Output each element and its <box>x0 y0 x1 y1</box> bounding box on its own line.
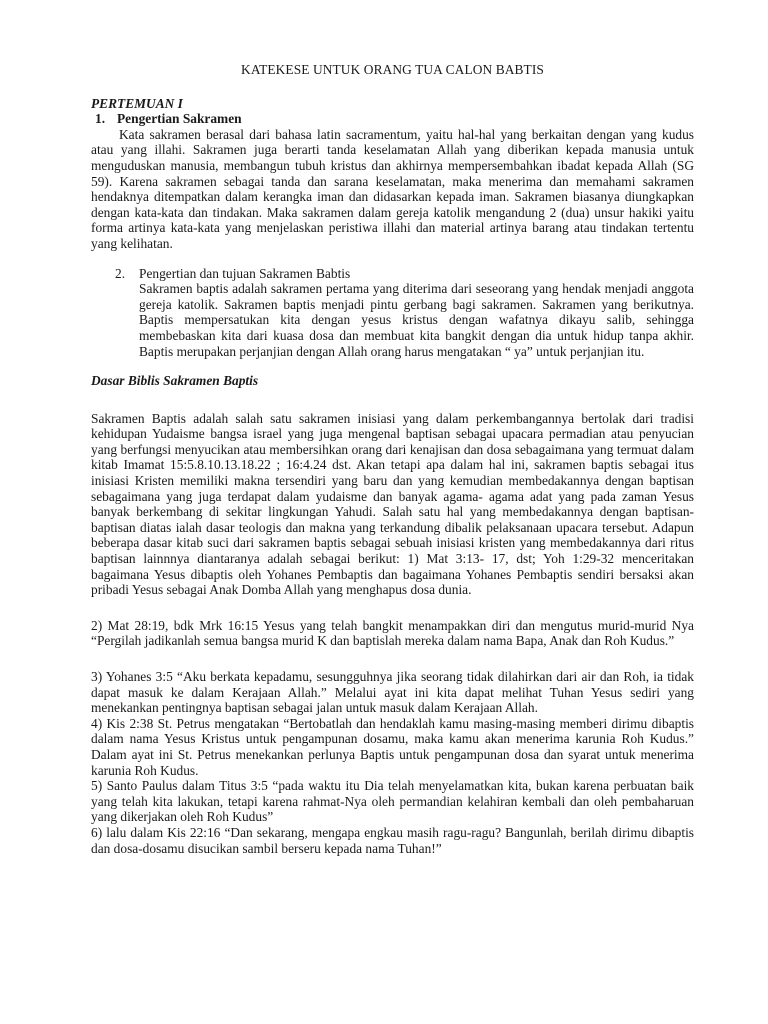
biblical-item-3: 3) Yohanes 3:5 “Aku berkata kepadamu, sesungguhnya jika seorang tidak dilahirkan dari air dan Roh, ia tidak dapat masuk ke dalam Kerajaan Allah.” Melalui ayat ini kita dapat melihat Tuhan Yesus sediri yang menekankan pentingnya baptisan sebagai jalan untuk masuk dalam Kerajaan Allah. <box>91 669 694 716</box>
section-1-number: 1. <box>95 111 106 127</box>
section-2-title: Pengertian dan tujuan Sakramen Babtis <box>139 265 351 281</box>
biblical-item-4: 4) Kis 2:38 St. Petrus mengatakan “Bertobatlah dan hendaklah kamu masing-masing memberi dirimu dibaptis dalam nama Yesus Kristus untuk pengampunan dosamu, maka kamu akan menerima karunia Roh Kudus.” Dalam ayat ini St. Petrus menekankan perlunya Baptis untuk pengampunan dosa dan syarat untuk menerima karunia Roh Kudus. <box>91 715 694 778</box>
biblical-item-5: 5) Santo Paulus dalam Titus 3:5 “pada waktu itu Dia telah menyelamatkan kita, bukan karena perbuatan baik yang telah kita lakukan, tetapi karena rahmat-Nya oleh permandian kelahiran kembali dan oleh pembaharuan yang dikerjakan oleh Roh Kudus” <box>91 778 694 825</box>
section-1-title: Pengertian Sakramen <box>117 111 242 127</box>
meeting-label: PERTEMUAN I <box>91 95 183 111</box>
section-1-body: Kata sakramen berasal dari bahasa latin sacramentum, yaitu hal-hal yang berkaitan dengan yang kudus atau yang illahi. Sakramen juga berarti tanda keselamatan Allah yang diberikan kepada manusia untuk menguduskan manusia, membangun tubuh kristus dan akhirnya mempersembahkan ibadat kepada Allah (SG 59). Karena sakramen sebagai tanda dan sarana keselamatan, maka menerima dan memahami sakramen hendaknya ditempatkan dalam kerangka iman dan didasarkan kepada iman. Sakramen biasanya diungkapkan dengan kata-kata dan tindakan. Maka sakramen dalam gereja katolik mengandung 2 (dua) unsur hakiki yaitu forma artinya kata-kata yang menjelaskan peristiwa illahi dan material artinya barang atau tindakan tertentu yang kelihatan. <box>91 126 694 251</box>
biblical-basis-heading: Dasar Biblis Sakramen Baptis <box>91 373 259 389</box>
section-1-heading <box>95 111 694 127</box>
biblical-intro-paragraph: Sakramen Baptis adalah salah satu sakramen inisiasi yang dalam perkembangannya bertolak dari tradisi kehidupan Yudaisme bangsa israel yang juga mengenal baptisan sebagai upacara permadian atau penyucian yang berfungsi menyucikan atau membersihkan orang dari kenajisan dan dosa sebagaimana yang termuat dalam kitab Imamat 15:5.8.10.13.18.22 ; 16:4.24 dst. Akan tetapi apa dalam hal ini, sakramen baptis sebagai itus inisiasi Kristen memiliki makna tersendiri yang baru dan yang kemudian membedakannya dengan baptisan sebagaimana yang juga terdapat dalam yudaisme dan banyak agama- agama adat yang pada zaman Yesus banyak berkembang di sekitar lingkungan Yahudi. Salah satu hal yang membedakannya dengan baptisan- baptisan diatas ialah dasar teologis dan makna yang terkandung dibalik pelaksanaan upacara tersebut. Adapun beberapa dasar kitab suci dari sakramen baptis sebagai sebuah inisiasi kristen yang membedakannya dari ritus baptisan lainnnya diantaranya adalah sebagai berikut: 1) Mat 3:13- 17, dst; Yoh 1:29-32 menceritakan bagaimana Yesus dibaptis oleh Yohanes Pembaptis dan bagaimana Yohanes Pembaptis sendiri bersaksi akan pribadi Yesus sebagai Anak Domba Allah yang menghapus dosa dunia. <box>91 410 694 598</box>
biblical-item-6: 6) lalu dalam Kis 22:16 “Dan sekarang, mengapa engkau masih ragu-ragu? Bangunlah, berilah dirimu dibaptis dan dosa-dosamu disucikan sambil berseru kepada nama Tuhan!” <box>91 824 694 856</box>
biblical-item-2: 2) Mat 28:19, bdk Mrk 16:15 Yesus yang telah bangkit menampakkan diri dan mengutus murid-murid Nya “Pergilah jadikanlah semua bangsa murid K dan baptislah mereka dalam nama Bapa, Anak dan Roh Kudus.” <box>91 617 694 649</box>
section-2 <box>91 266 694 360</box>
document-title: KATEKESE UNTUK ORANG TUA CALON BABTIS <box>241 62 544 77</box>
section-2-number: 2. <box>115 265 126 281</box>
section-2-body: Sakramen baptis adalah sakramen pertama yang diterima dari seseorang yang hendak menjadi anggota gereja katolik. Sakramen baptis menjadi pintu gerbang bagi sakramen. Sakramen yang berikutnya. Baptis mempersatukan kita dengan yesus kristus dengan wafatnya dikayu salib, sehingga membebaskan kita dari kuasa dosa dan membuat kita bangkit dengan dia untuk hidup tanpa akhir. Baptis merupakan perjanjian dengan Allah orang harus mengatakan “ ya” untuk perjanjian itu. <box>139 281 694 359</box>
document-page <box>91 62 694 856</box>
